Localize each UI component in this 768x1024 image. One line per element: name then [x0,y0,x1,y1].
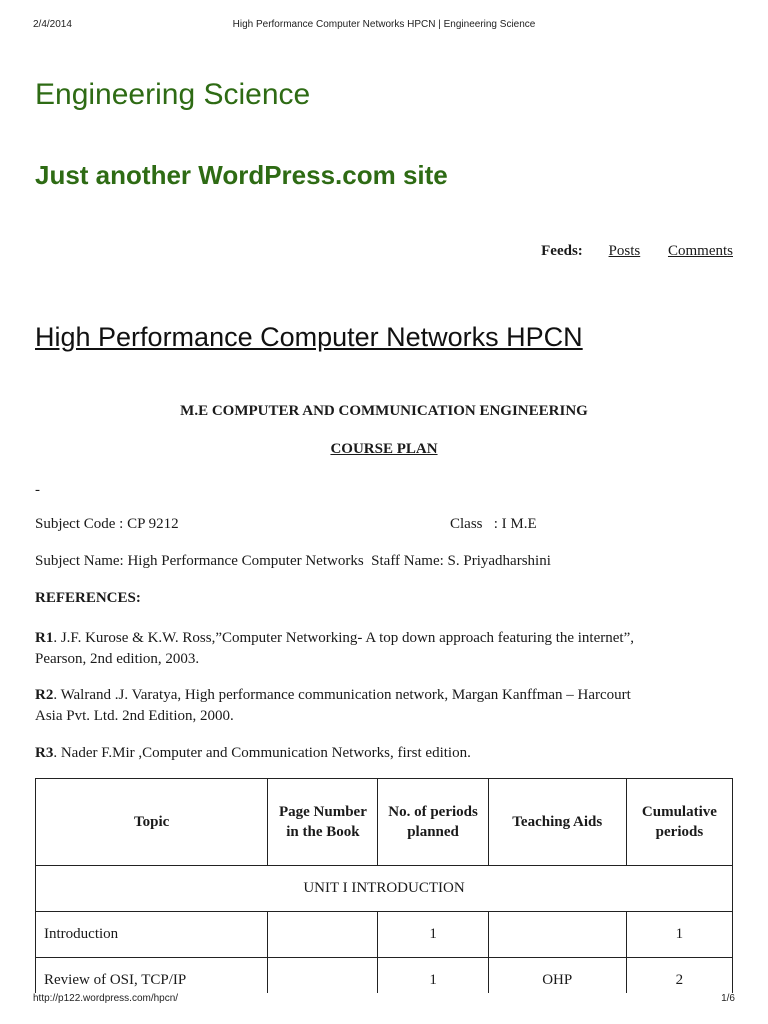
print-header [0,19,768,33]
cell-periods: 1 [378,912,488,958]
reference-id: R3 [35,745,54,761]
reference-r1 [35,628,735,670]
cell-aids [488,912,626,958]
subject-name-line: Subject Name: High Performance Computer Networks Staff Name: S. Priyadharshini [35,553,551,569]
program-heading: M.E COMPUTER AND COMMUNICATION ENGINEERING [180,403,588,419]
cell-periods: 1 [378,958,488,1004]
cell-topic: Introduction [36,912,268,958]
print-url: http://p122.wordpress.com/hpcn/ [33,993,179,1004]
unit-row [36,866,733,912]
header-topic: Topic [36,779,268,866]
reference-text-cont: Asia Pvt. Ltd. 2nd Edition, 2000. [35,708,234,724]
references-heading: REFERENCES: [35,590,141,606]
feeds-bar [541,243,733,260]
course-plan-heading [0,441,768,458]
feed-comments-link[interactable]: Comments [667,243,733,259]
cell-topic: Review of OSI, TCP/IP [36,958,268,1004]
table-row [36,912,733,958]
class-info: Class : I M.E [450,516,537,532]
header-page-number: Page Number in the Book [268,779,378,866]
course-plan-label: COURSE PLAN [330,441,438,457]
table-header-row [36,779,733,866]
site-title[interactable]: Engineering Science [35,78,311,111]
unit-title: UNIT I INTRODUCTION [36,866,733,912]
cell-cumulative: 2 [626,958,732,1004]
print-date: 2/4/2014 [33,19,72,30]
subject-code: Subject Code : CP 9212 [35,516,179,532]
reference-r2 [35,685,735,727]
dash-mark: - [35,482,40,498]
print-page-number: 1/6 [721,993,735,1004]
header-teaching-aids: Teaching Aids [488,779,626,866]
reference-text-cont: Pearson, 2nd edition, 2003. [35,651,200,667]
feed-posts-link[interactable]: Posts [608,243,641,259]
cell-cumulative: 1 [626,912,732,958]
cell-page [268,912,378,958]
post-title [35,322,583,353]
post-title-link[interactable]: High Performance Computer Networks HPCN [35,322,583,352]
reference-id: R1 [35,630,54,646]
course-plan-table [35,778,733,1004]
reference-text: . J.F. Kurose & K.W. Ross,”Computer Networking- A top down approach featuring the internet”, [53,630,634,646]
feeds-label: Feeds: [541,243,583,259]
header-cumulative-periods: Cumulative periods [626,779,732,866]
print-footer [0,993,768,1007]
reference-r3 [35,743,735,764]
print-page-title: High Performance Computer Networks HPCN | Engineering Science [232,19,536,30]
reference-id: R2 [35,687,54,703]
cell-aids: OHP [488,958,626,1004]
header-periods-planned: No. of periods planned [378,779,488,866]
reference-text: . Walrand .J. Varatya, High performance communication network, Margan Kanffman – Harcourt [53,687,631,703]
reference-text: . Nader F.Mir ,Computer and Communication Networks, first edition. [53,745,471,761]
site-description: Just another WordPress.com site [35,160,448,190]
